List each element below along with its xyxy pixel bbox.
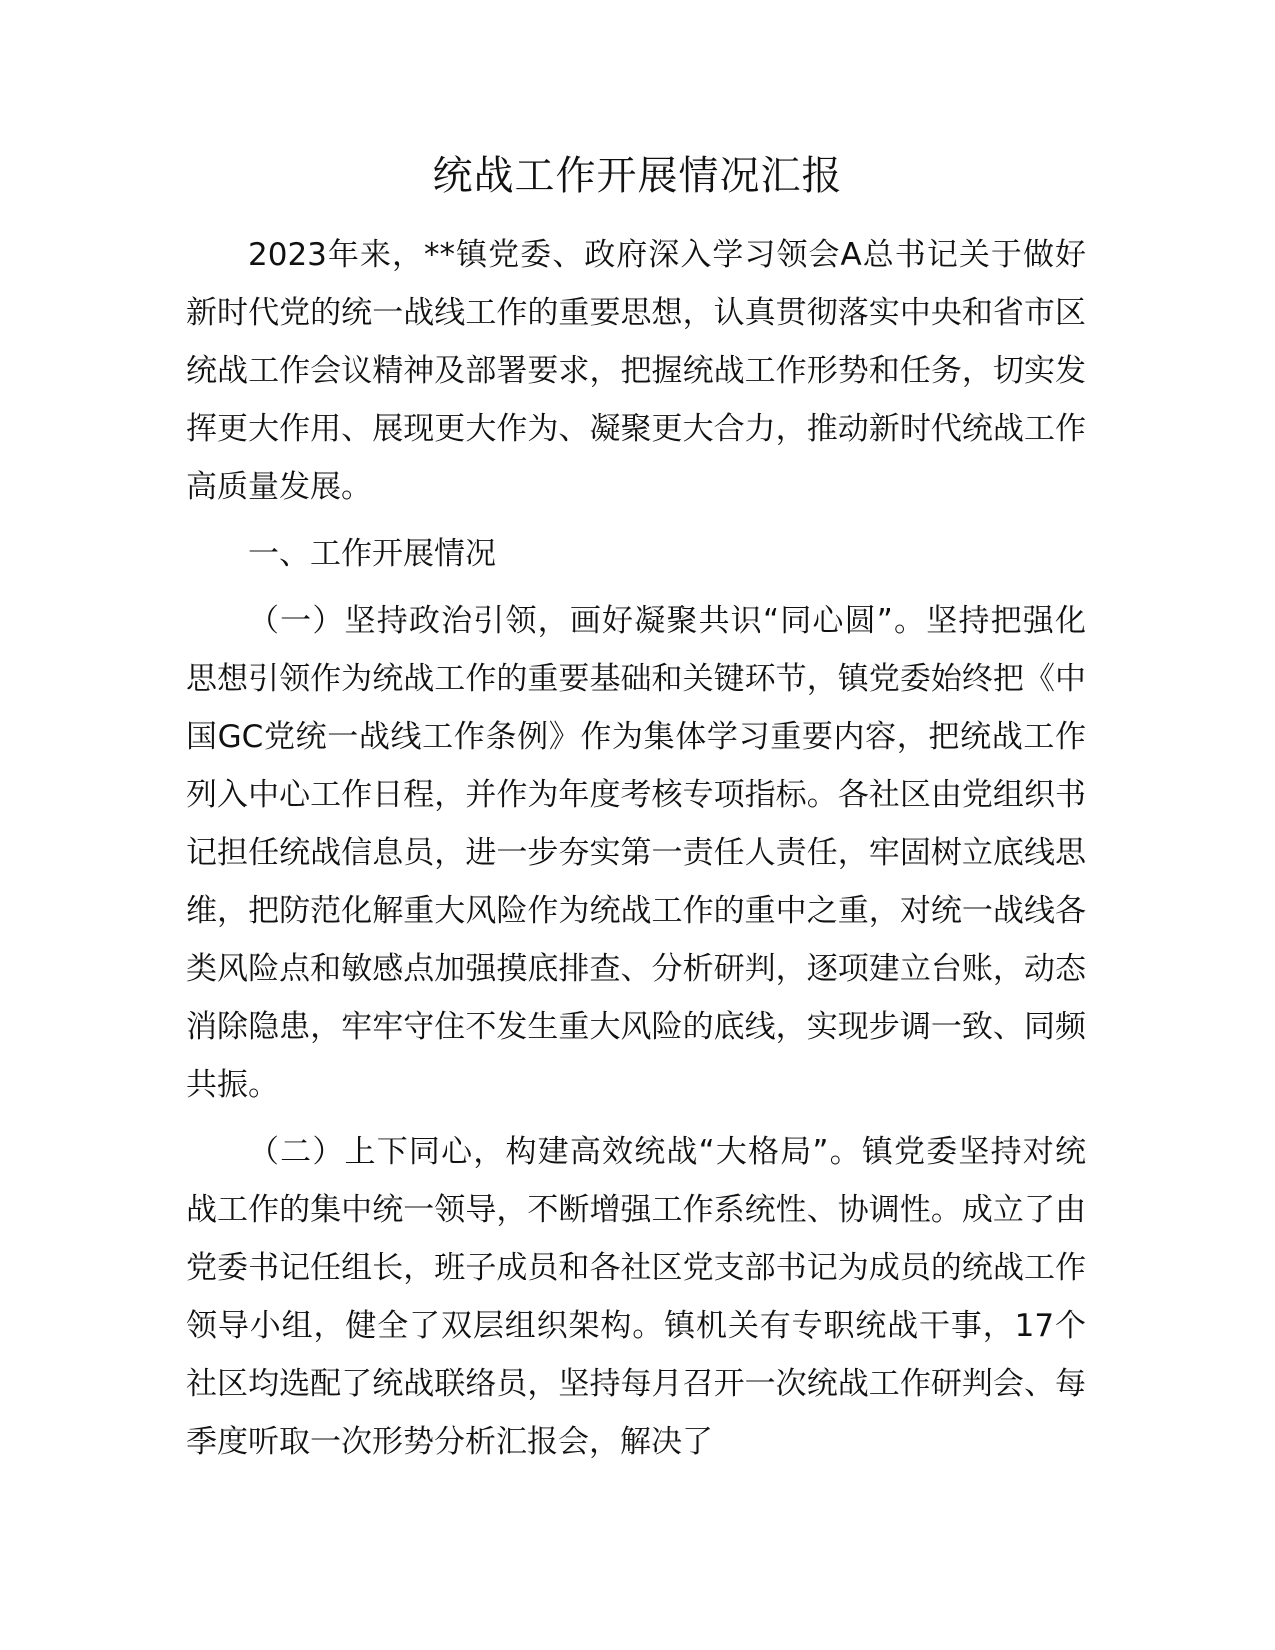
intro-paragraph: 2023年来，**镇党委、政府深入学习领会A总书记关于做好新时代党的统一战线工作的重要思想，认真贯彻落实中央和省市区统战工作会议精神及部署要求，把握统战工作形势和任务，切实发挥更大作用、展现更大作为、凝聚更大合力，推动新时代统战工作高质量发展。 xyxy=(186,237,1086,505)
document-body xyxy=(186,226,1086,1480)
document-title: 统战工作开展情况汇报 xyxy=(432,153,843,199)
section-paragraph-1: （一）坚持政治引领，画好凝聚共识“同心圆”。坚持把强化思想引领作为统战工作的重要基础和关键环节，镇党委始终把《中国GC党统一战线工作条例》作为集体学习重要内容，把统战工作列入中心工作日程，并作为年度考核专项指标。各社区由党组织书记担任统战信息员，进一步夯实第一责任人责任，牢固树立底线思维，把防范化解重大风险作为统战工作的重中之重，对统一战线各类风险点和敏感点加强摸底排查、分析研判，逐项建立台账，动态消除隐患，牢牢守住不发生重大风险的底线，实现步调一致、同频共振。 xyxy=(186,603,1086,1103)
section-paragraph-2: （二）上下同心，构建高效统战“大格局”。镇党委坚持对统战工作的集中统一领导，不断增强工作系统性、协调性。成立了由党委书记任组长，班子成员和各社区党支部书记为成员的统战工作领导小组，健全了双层组织架构。镇机关有专职统战干事，17个社区均选配了统战联络员，坚持每月召开一次统战工作研判会、每季度听取一次形势分析汇报会，解决了 xyxy=(186,1134,1086,1460)
section-heading: 一、工作开展情况 xyxy=(248,536,496,572)
